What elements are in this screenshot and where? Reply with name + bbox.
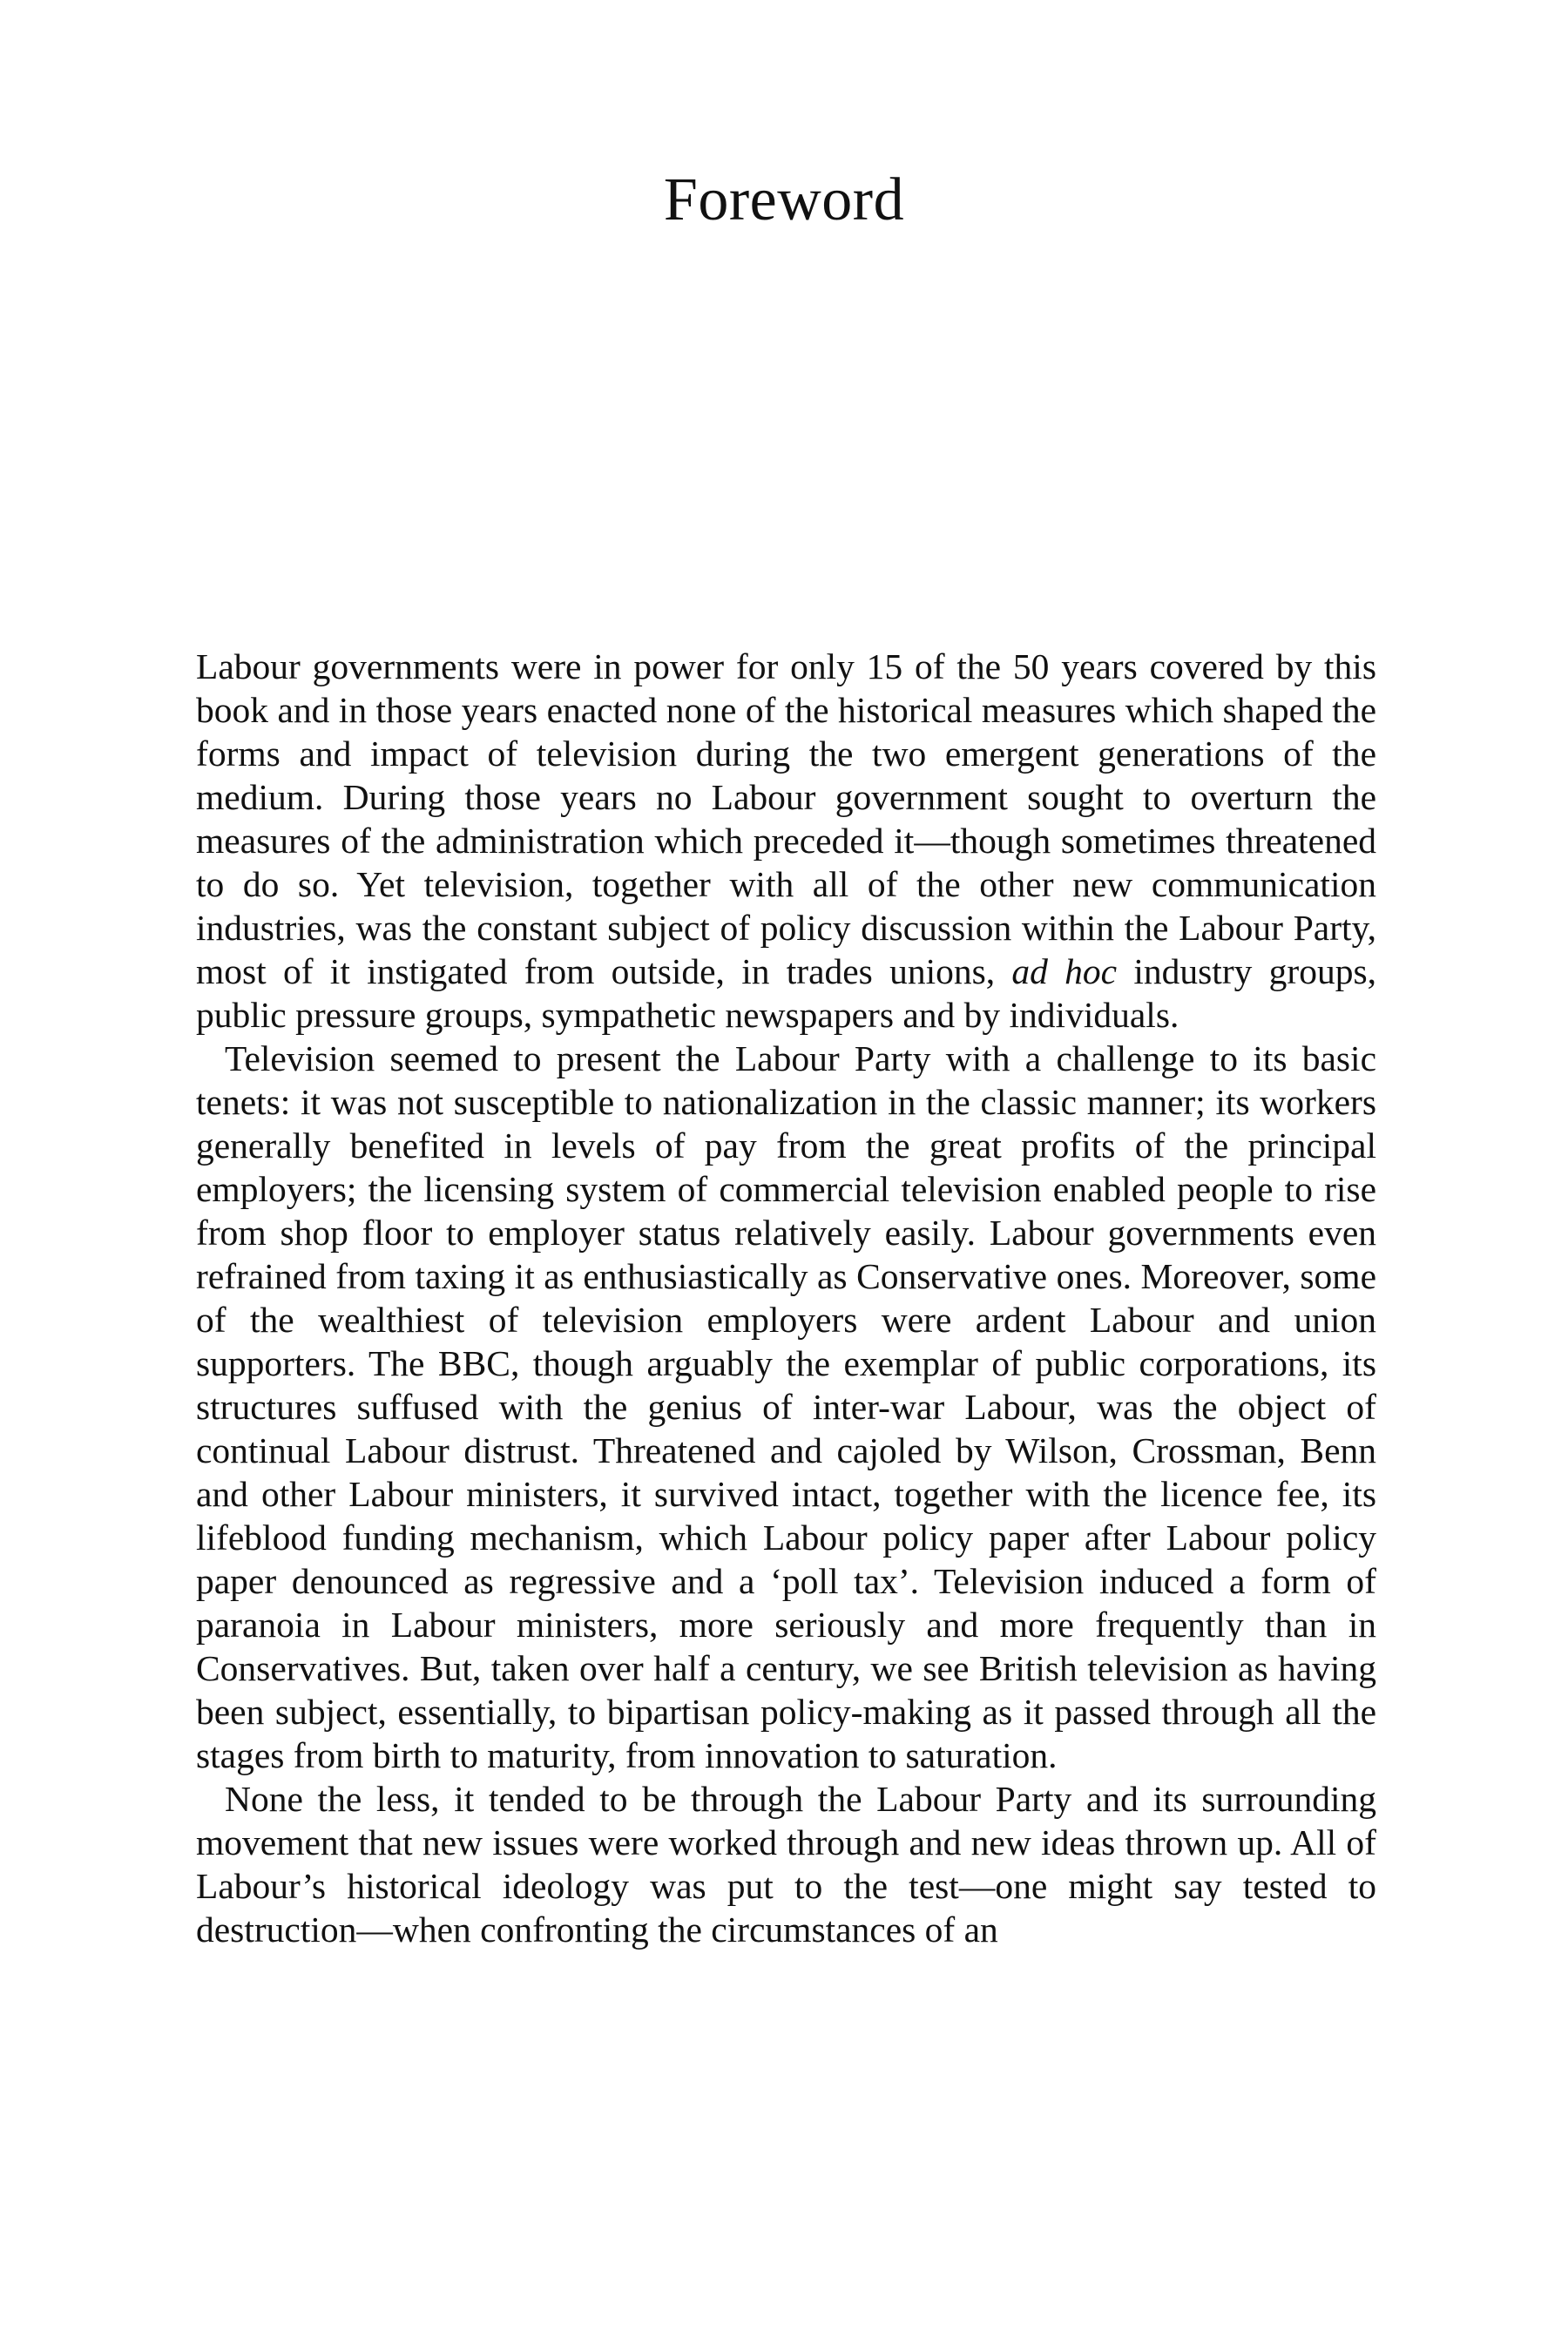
paragraph-3: None the less, it tended to be through the Labour Party and its surrounding movement that new issues were worked through and new ideas thrown up. All of Labour’s historical ideology was put to the test—one might say tested to destruction—when confronting the circumstances of an (196, 1779, 1376, 1950)
paragraph-1 (196, 645, 1376, 1037)
paragraph-1-italic-phrase: ad hoc (1011, 951, 1118, 991)
paragraph-1-text-after: industry groups, public pressure groups, sympathetic newspapers and by individuals. (196, 951, 1376, 1035)
page-title: Foreword (663, 166, 905, 233)
body-text (196, 645, 1376, 1951)
paragraph-2: Television seemed to present the Labour Party with a challenge to its basic tenets: it was not susceptible to nationalization in the classic manner; its workers generally benefited in levels of pay from the great profits of the principal employers; the licensing system of commercial television enabled people to rise from shop floor to employer status relatively easily. Labour governments even refrained from taxing it as enthusiastically as Conservative ones. Moreover, some of the wealthiest of television employers were ardent Labour and union supporters. The BBC, though arguably the exemplar of public corporations, its structures suffused with the genius of inter-war Labour, was the object of continual Labour distrust. Threatened and cajoled by Wilson, Crossman, Benn and other Labour ministers, it survived intact, together with the licence fee, its lifeblood funding mechanism, which Labour policy paper after Labour policy paper denounced as regressive and a ‘poll tax’. Television induced a form of paranoia in Labour ministers, more seriously and more frequently than in Conservatives. But, taken over half a century, we see British television as having been subject, essentially, to bipartisan policy-making as it passed through all the stages from birth to maturity, from innovation to saturation. (196, 1038, 1376, 1775)
paragraph-1-text-before: Labour governments were in power for only 15 of the 50 years covered by this book and in those years enacted none of the historical measures which shaped the forms and impact of television during the two emergent generations of the medium. During those years no Labour government sought to overturn the measures of the administration which preceded it—though sometimes threatened to do so. Yet television, together with all of the other new communication industries, was the constant subject of policy discussion within the Labour Party, most of it instigated from outside, in trades unions, (196, 646, 1376, 991)
